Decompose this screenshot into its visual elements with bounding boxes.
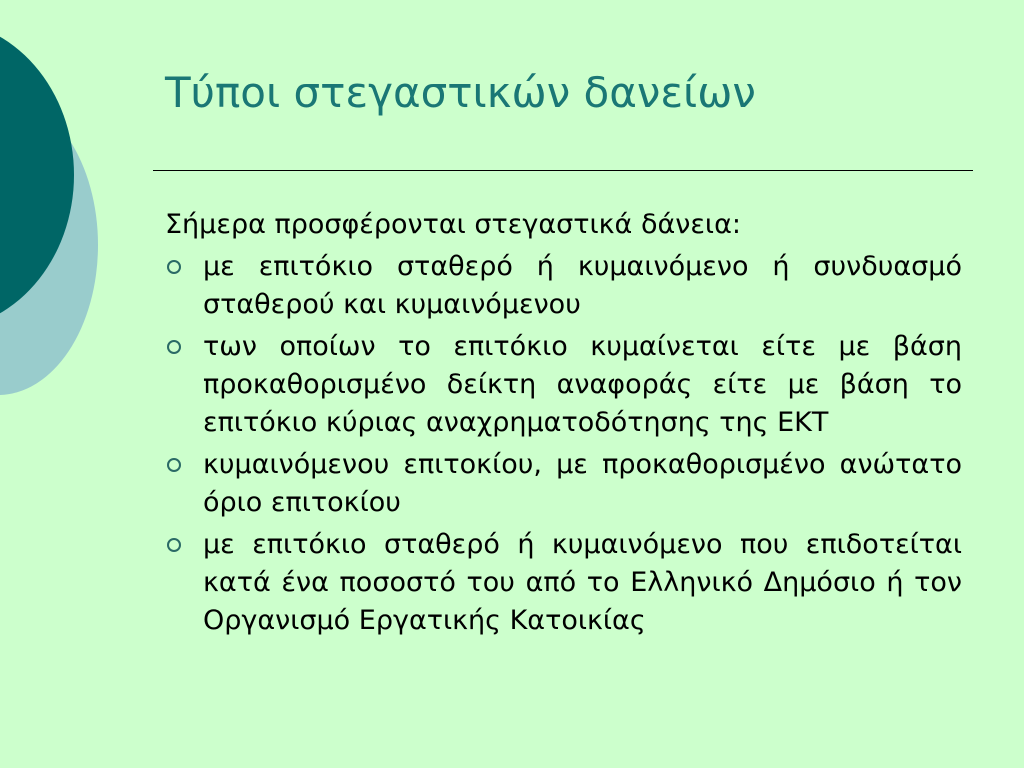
bullet-text: με επιτόκιο σταθερό ή κυμαινόμενο ή συνδυασμό σταθερού και κυμαινόμενου [203,251,962,320]
slide-body [165,206,962,640]
hollow-circle-bullet-icon [167,458,181,472]
slide-title: Τύποι στεγαστικών δανείων [165,68,756,117]
bullet-text: κυμαινόμενου επιτοκίου, με προκαθορισμένο ανώτατο όριο επιτοκίου [203,449,962,518]
hollow-circle-bullet-icon [167,260,181,274]
list-item [165,446,962,522]
bullet-list [165,248,962,640]
hollow-circle-bullet-icon [167,538,181,552]
bullet-text: των οποίων το επιτόκιο κυμαίνεται είτε με βάση προκαθορισμένο δείκτη αναφοράς είτε με βάση το επιτόκιο κύριας αναχρηματοδότησης της ΕΚΤ [203,331,962,438]
hollow-circle-bullet-icon [167,340,181,354]
intro-text: Σήμερα προσφέρονται στεγαστικά δάνεια: [165,209,741,240]
title-divider [153,170,973,171]
list-item [165,248,962,324]
bullet-text: με επιτόκιο σταθερό ή κυμαινόμενο που επιδοτείται κατά ένα ποσοστό του από το Ελληνικό Δημόσιο ή τον Οργανισμό Εργατικής Κατοικίας [203,529,962,636]
list-item [165,328,962,442]
list-item [165,526,962,640]
